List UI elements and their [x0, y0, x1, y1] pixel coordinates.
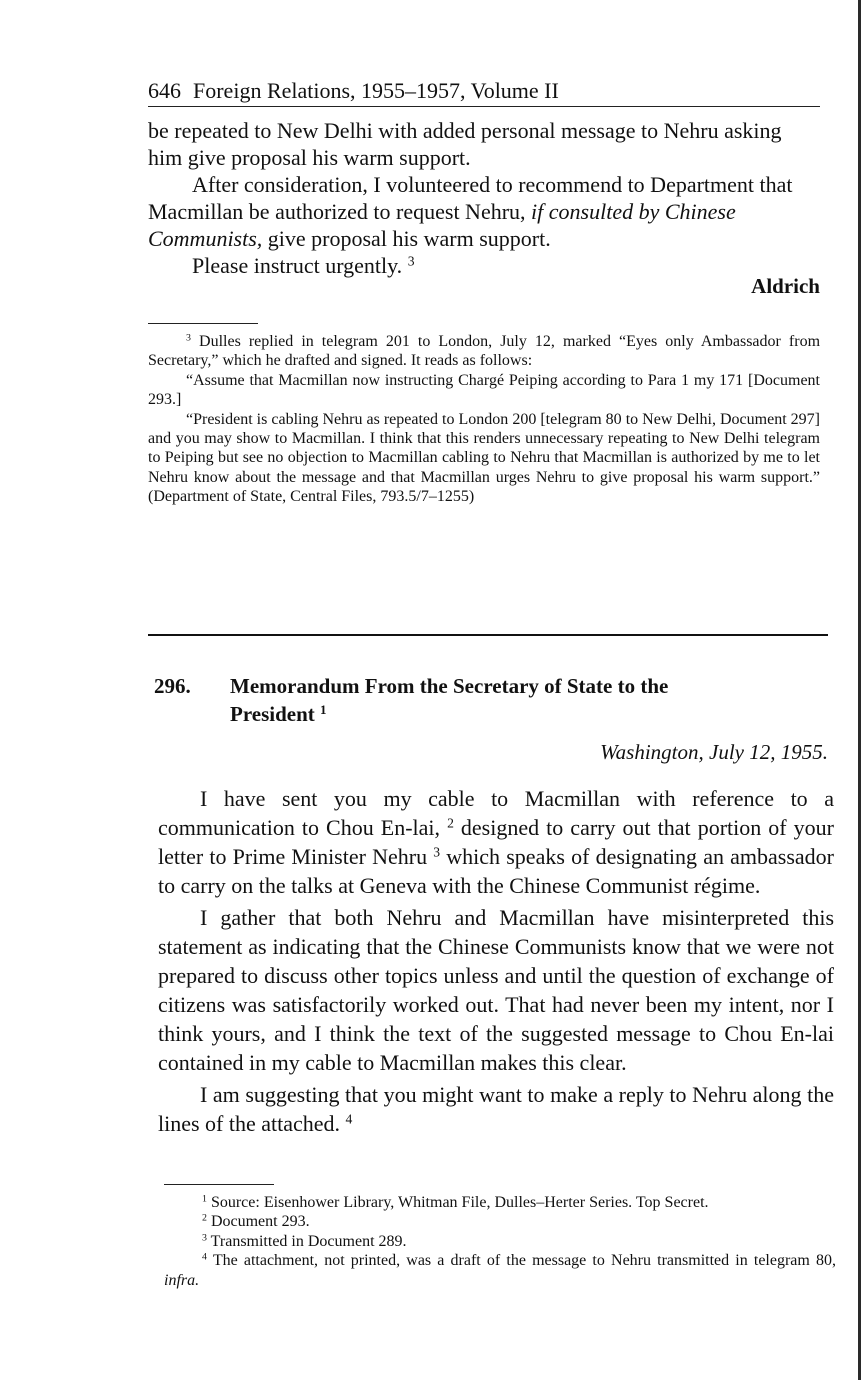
text-run: Please instruct urgently.: [192, 253, 403, 278]
footnote: [164, 1193, 836, 1212]
page-top: [148, 78, 820, 507]
document-title: [230, 672, 750, 728]
text-run: which speaks of designating an ambassador to carry on the talks at Geneva with the Chinese Communist régime.: [158, 844, 834, 898]
document-number: 296.: [154, 674, 191, 698]
footnote: [148, 410, 820, 507]
document-heading: [154, 672, 834, 728]
footnote-text: Dulles replied in telegram 201 to London, July 12, marked “Eyes only Ambassador from Secretary,” which he drafted and signed. It reads as follows:: [148, 333, 821, 370]
footnote-ref: 3: [433, 844, 441, 860]
paragraph: [158, 1080, 834, 1138]
footnote-text: Document 293.: [210, 1213, 310, 1231]
text-run: After consideration, I volunteered to recommend to Department that Macmillan be authorized to request Nehru,: [148, 172, 793, 224]
footnote: [148, 332, 820, 371]
footnote: [164, 1251, 836, 1290]
footnote-ref: 3: [407, 253, 415, 269]
footnote-text: “President is cabling Nehru as repeated to London 200 [telegram 80 to New Delhi, Document 297] and you may show to Macmillan. I think that this renders unnecessary repeating to New Delhi telegram to Peiping but see no objection to Macmillan cabling to Nehru that Macmillan is authorized by me to let Nehru know about the message and that Macmillan urges Nehru to give proposal his warm support.” (Department of State, Central Files, 793.5/7–1255): [148, 410, 820, 506]
footnote-mark: 3: [202, 1232, 207, 1244]
italic-text: if consulted by Chinese Communists,: [148, 199, 736, 251]
page-number: 646: [148, 78, 181, 103]
paragraph: [158, 784, 834, 900]
text-run: give proposal his warm support.: [262, 226, 551, 251]
footnote-text: Source: Eisenhower Library, Whitman File, Dulles–Herter Series. Top Secret.: [210, 1194, 709, 1211]
text-run: designed to carry out that portion of your letter to Prime Minister Nehru: [158, 815, 834, 869]
footnotes-bottom: [164, 1184, 836, 1290]
section-rule: [148, 634, 828, 636]
footnote-mark: 3: [186, 332, 191, 344]
signature: Aldrich: [751, 274, 820, 298]
footnote-ref: 2: [447, 815, 454, 831]
footnote-mark: 2: [202, 1212, 207, 1224]
running-title: Foreign Relations, 1955–1957, Volume II: [193, 78, 559, 103]
paragraph: be repeated to New Delhi with added personal message to Nehru asking him give proposal his warm support.: [148, 118, 782, 170]
dateline: Washington, July 12, 1955.: [600, 740, 828, 764]
footnotes-top: [148, 332, 820, 507]
footnote-ref: 1: [320, 701, 327, 717]
footnote-text: The attachment, not printed, was a draft of the message to Nehru transmitted in telegram 80,: [212, 1252, 837, 1270]
footnote-text: “Assume that Macmillan now instructing Chargé Peiping according to Para 1 my 171 [Document 293.]: [148, 371, 820, 409]
text-run: I have sent you my cable to Macmillan with reference to a communication to Chou En-lai,: [158, 786, 834, 840]
paragraph: I gather that both Nehru and Macmillan have misinterpreted this statement as indicating that the Chinese Communists know that we were not prepared to discuss other topics unless and until the question of exchange of citizens was satisfactorily worked out. That had never been my intent, nor I think yours, and I think the text of the suggested message to Chou En-lai contained in my cable to Macmillan makes this clear.: [158, 905, 834, 1075]
footnote: [148, 371, 820, 410]
footnote-mark: 1: [202, 1193, 207, 1205]
footnote-rule: [148, 323, 258, 324]
continued-text: [148, 117, 820, 279]
footnote: [164, 1212, 836, 1231]
footnote-text: Transmitted in Document 289.: [210, 1232, 407, 1250]
running-header: [148, 78, 820, 107]
footnote-ref: 4: [345, 1111, 353, 1127]
title-text: Memorandum From the Secretary of State to the President: [230, 674, 669, 726]
italic-text: infra.: [164, 1271, 200, 1289]
footnote: [164, 1232, 836, 1251]
footnote-mark: 4: [202, 1251, 207, 1263]
footnote-rule: [164, 1184, 274, 1185]
text-run: I am suggesting that you might want to make a reply to Nehru along the lines of the attached.: [158, 1082, 834, 1136]
paragraph: [148, 171, 820, 252]
memorandum-body: [158, 784, 834, 1141]
